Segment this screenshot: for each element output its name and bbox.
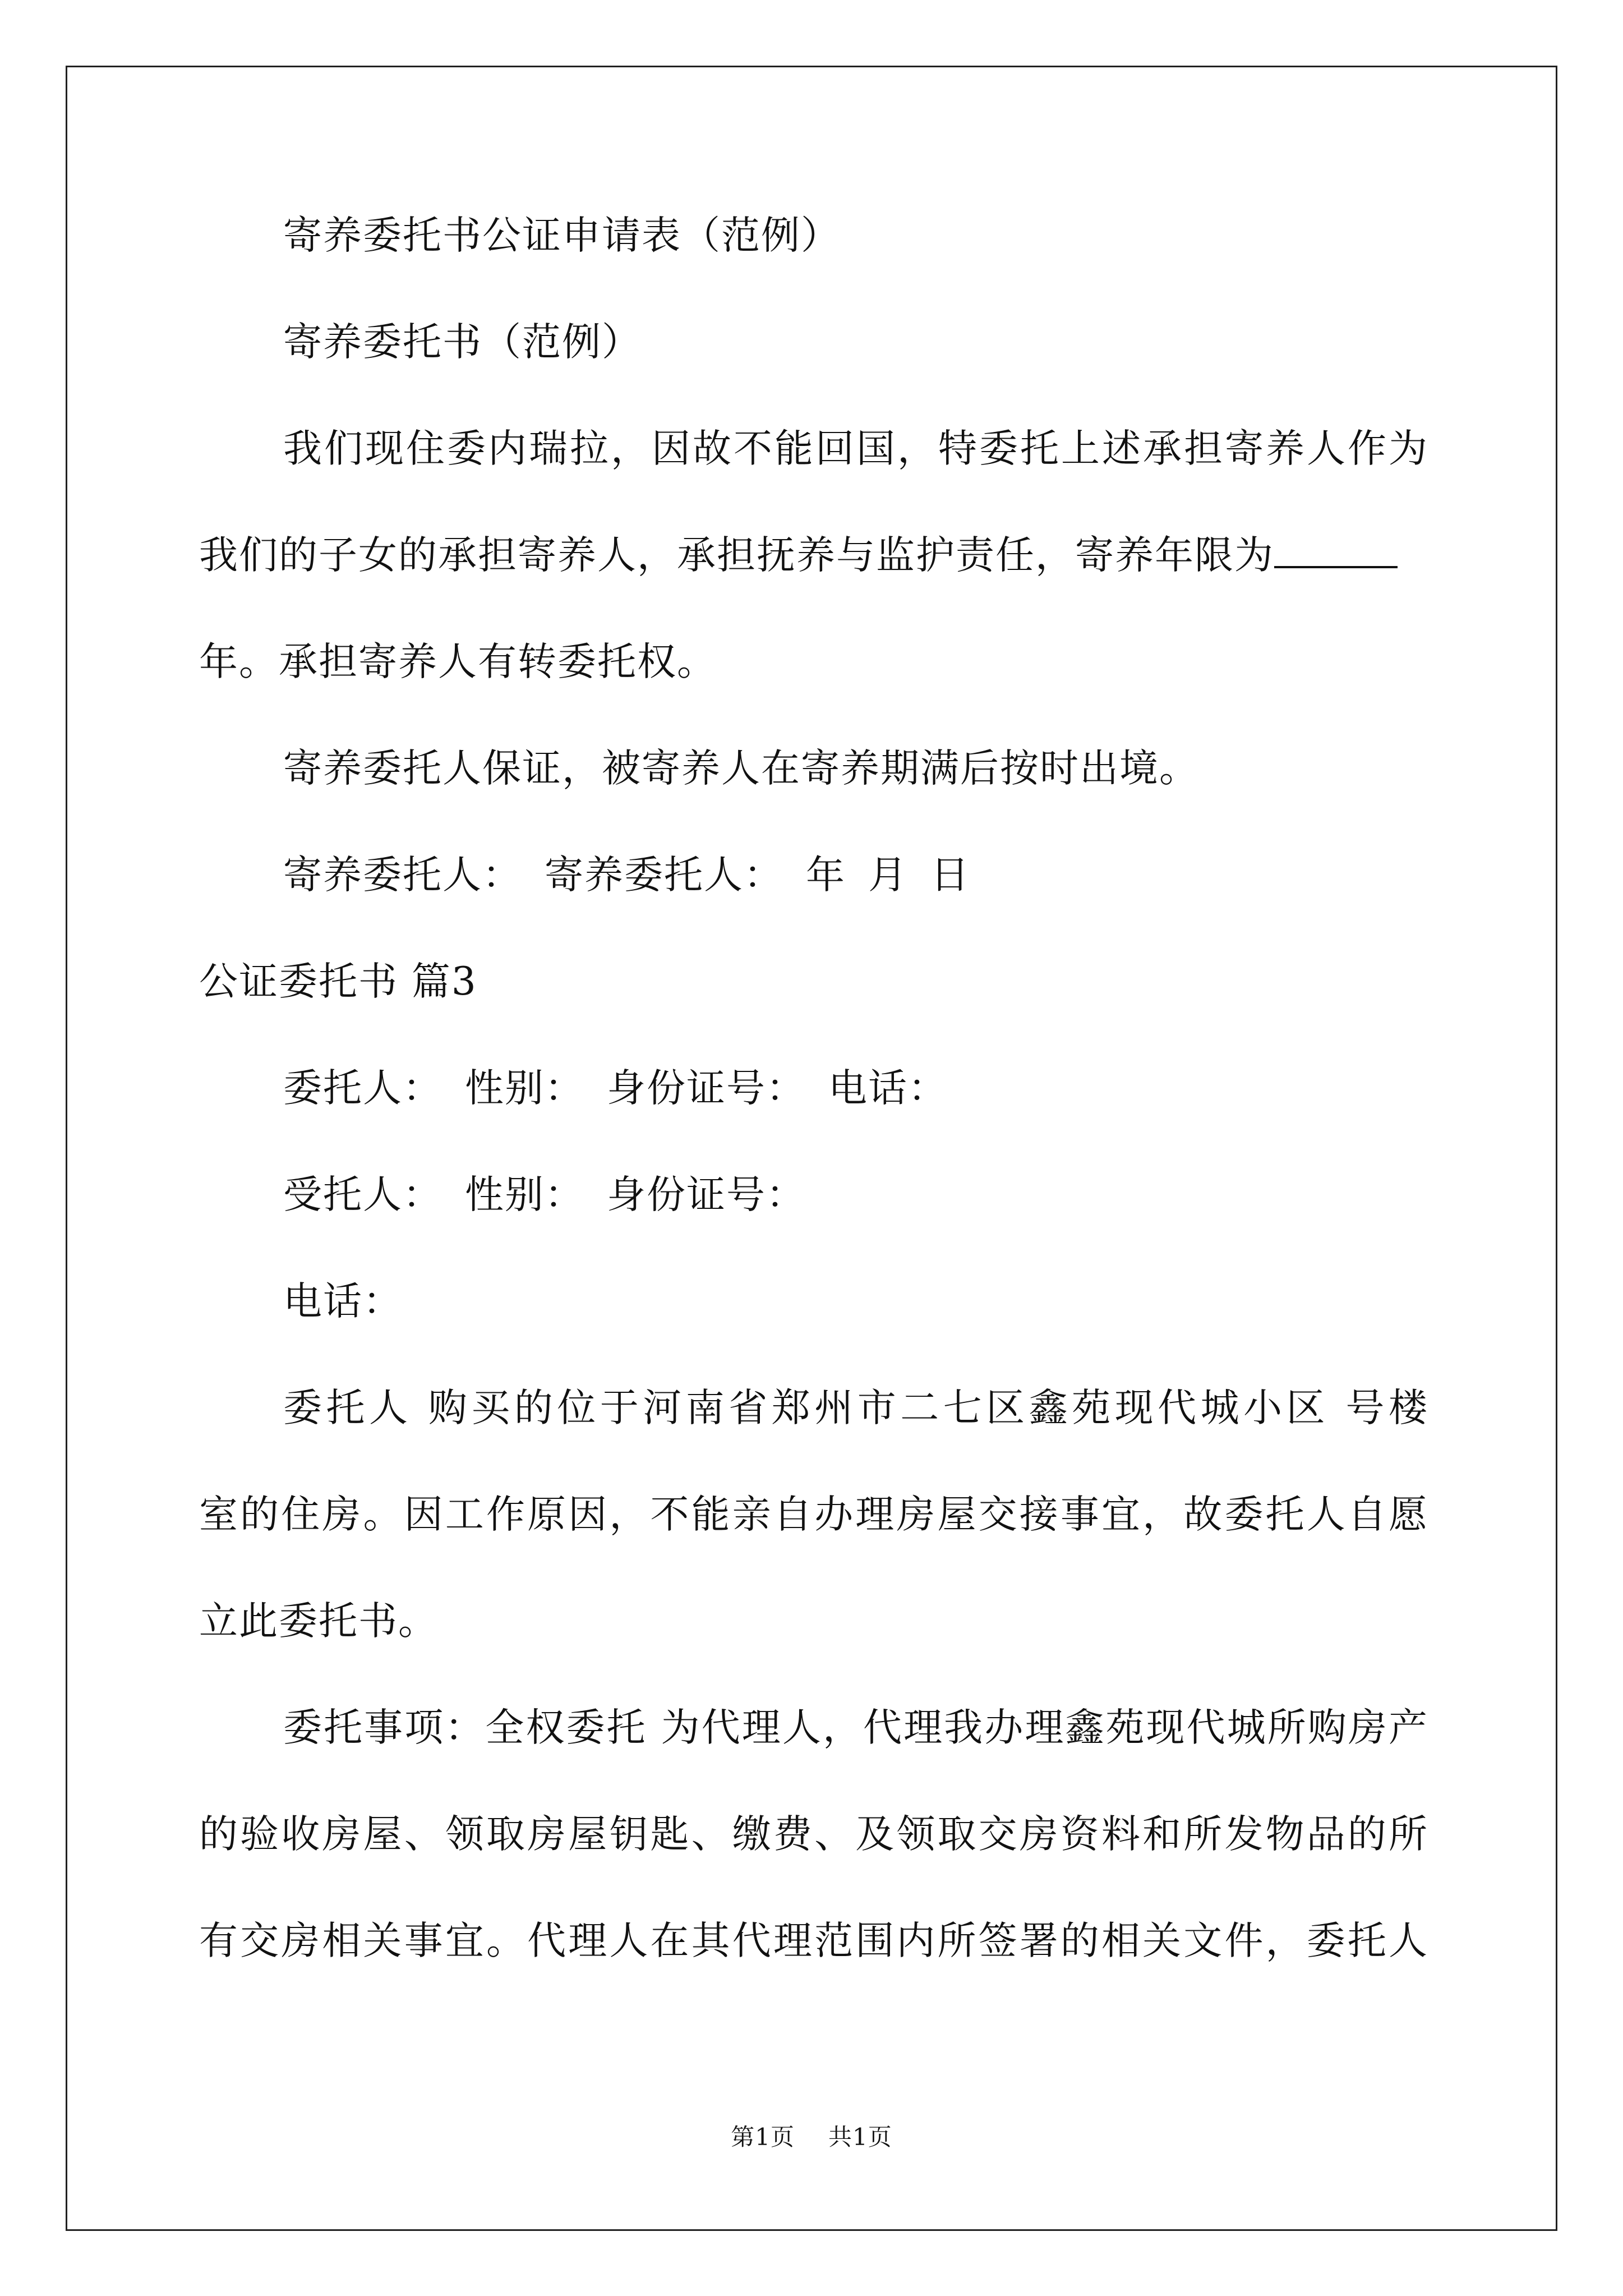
page-number: 第1页 bbox=[731, 2123, 795, 2151]
field-label: 电话： bbox=[283, 1279, 403, 1324]
paragraph-line: 委托人 购买的位于河南省郑州市二七区鑫苑现代城小区 号楼 bbox=[283, 1386, 1427, 1430]
field-label: 委托人： bbox=[283, 1066, 442, 1111]
paragraph-line: 室的住房。因工作原因，不能亲自办理房屋交接事宜，故委托人自愿 bbox=[199, 1492, 1427, 1537]
paragraph-line: 有交房相关事宜。代理人在其代理范围内所签署的相关文件，委托人 bbox=[199, 1918, 1427, 1963]
doc-title: 寄养委托书公证申请表（范例） bbox=[283, 213, 841, 258]
blank-underline bbox=[1274, 532, 1398, 568]
field-label: 身份证号： bbox=[607, 1172, 806, 1217]
page-total: 共1页 bbox=[828, 2123, 892, 2151]
field-label: 身份证号： bbox=[607, 1066, 806, 1111]
field-label: 受托人： bbox=[283, 1172, 442, 1217]
paragraph-line: 我们现住委内瑞拉，因故不能回国，特委托上述承担寄养人作为 bbox=[283, 426, 1427, 471]
signature-label: 寄养委托人： bbox=[545, 853, 783, 898]
field-label: 性别： bbox=[465, 1066, 584, 1111]
field-label: 性别： bbox=[465, 1172, 584, 1217]
signature-label: 寄养委托人： bbox=[283, 853, 522, 898]
page-footer bbox=[0, 2123, 1623, 2151]
paragraph-line: 立此委托书。 bbox=[199, 1599, 438, 1644]
date-day-label: 日 bbox=[930, 853, 970, 898]
page-border bbox=[66, 66, 1557, 2231]
date-year-label: 年 bbox=[806, 853, 846, 898]
subtitle: 寄养委托书（范例） bbox=[283, 320, 642, 365]
paragraph-line: 委托事项：全权委托 为代理人，代理我办理鑫苑现代城所购房产 bbox=[283, 1705, 1427, 1750]
paragraph-line bbox=[199, 530, 1398, 581]
field-label: 电话： bbox=[828, 1066, 948, 1111]
agent-info-line bbox=[283, 1170, 806, 1220]
paragraph-line: 寄养委托人保证，被寄养人在寄养期满后按时出境。 bbox=[283, 746, 1199, 791]
signature-line bbox=[283, 850, 970, 900]
section-heading: 公证委托书 篇3 bbox=[199, 959, 477, 1004]
paragraph-line: 的验收房屋、领取房屋钥匙、缴费、及领取交房资料和所发物品的所 bbox=[199, 1812, 1427, 1857]
paragraph-text: 我们的子女的承担寄养人，承担抚养与监护责任，寄养年限为 bbox=[199, 533, 1274, 578]
principal-info-line bbox=[283, 1063, 948, 1114]
date-month-label: 月 bbox=[868, 853, 908, 898]
paragraph-line: 年。承担寄养人有转委托权。 bbox=[199, 639, 717, 684]
